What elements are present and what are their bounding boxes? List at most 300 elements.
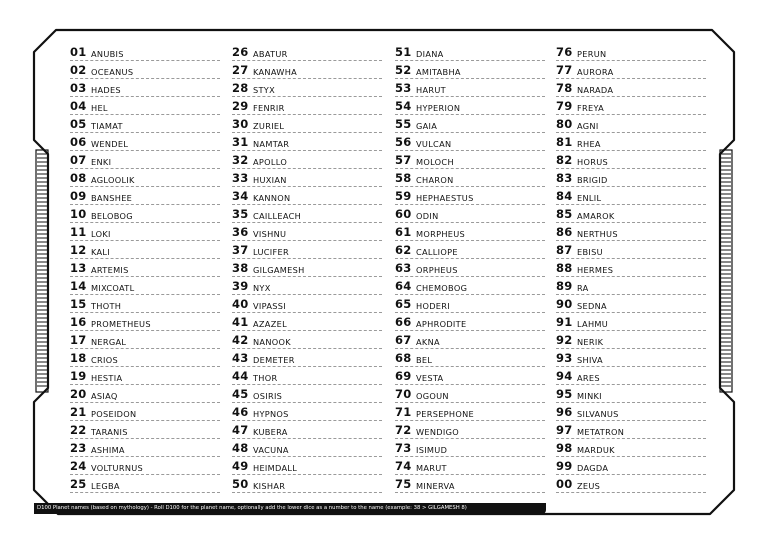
table-row xyxy=(70,223,220,241)
roll-number: 43 xyxy=(232,351,249,365)
roll-number: 37 xyxy=(232,243,249,257)
planet-name: HYPERION xyxy=(416,103,461,113)
planet-name: AGLOOLIK xyxy=(91,175,135,185)
roll-number: 85 xyxy=(556,207,573,221)
roll-number: 11 xyxy=(70,225,87,239)
table-row xyxy=(70,79,220,97)
planet-name: RHEA xyxy=(577,139,601,149)
roll-number: 99 xyxy=(556,459,573,473)
table-row xyxy=(395,61,545,79)
roll-number: 34 xyxy=(232,189,249,203)
planet-name: CHARON xyxy=(416,175,454,185)
table-row xyxy=(232,241,382,259)
planet-name: HEIMDALL xyxy=(253,463,298,473)
roll-number: 83 xyxy=(556,171,573,185)
planet-name: MOLOCH xyxy=(416,157,454,167)
roll-number: 63 xyxy=(395,261,412,275)
roll-number: 38 xyxy=(232,261,249,275)
roll-number: 10 xyxy=(70,207,87,221)
table-row xyxy=(70,331,220,349)
table-row xyxy=(556,133,706,151)
right-grille xyxy=(720,150,732,392)
planet-name: BEL xyxy=(416,355,433,365)
roll-number: 57 xyxy=(395,153,412,167)
planet-name: VIPASSI xyxy=(253,301,286,311)
table-row xyxy=(556,97,706,115)
roll-number: 60 xyxy=(395,207,412,221)
table-row xyxy=(556,205,706,223)
planet-name: GAIA xyxy=(416,121,438,131)
table-row xyxy=(70,313,220,331)
roll-number: 70 xyxy=(395,387,412,401)
roll-number: 05 xyxy=(70,117,87,131)
planet-name: AURORA xyxy=(577,67,614,77)
planet-name: MARDUK xyxy=(577,445,615,455)
planet-name: ASIAQ xyxy=(91,391,118,401)
table-row xyxy=(395,439,545,457)
table-row xyxy=(232,295,382,313)
column-3 xyxy=(395,43,545,493)
roll-number: 29 xyxy=(232,99,249,113)
planet-name: ZEUS xyxy=(577,481,601,491)
table-row xyxy=(70,457,220,475)
table-row xyxy=(70,277,220,295)
planet-name: AZAZEL xyxy=(253,319,287,329)
planet-name: WENDEL xyxy=(91,139,129,149)
roll-number: 65 xyxy=(395,297,412,311)
roll-number: 41 xyxy=(232,315,249,329)
planet-name: NYX xyxy=(253,283,271,293)
roll-number: 39 xyxy=(232,279,249,293)
table-row xyxy=(556,295,706,313)
planet-name: MORPHEUS xyxy=(416,229,466,239)
planet-name: CHEMOBOG xyxy=(416,283,468,293)
planet-name: ARTEMIS xyxy=(91,265,129,275)
roll-number: 13 xyxy=(70,261,87,275)
footer-caption: D100 Planet names (based on mythology) - Roll D100 for the planet name, optionally add the lower dice as a number to the name (example: 38 > GILGAMESH 8) xyxy=(37,505,467,511)
planet-name: NERGAL xyxy=(91,337,127,347)
roll-number: 21 xyxy=(70,405,87,419)
table-row xyxy=(556,79,706,97)
planet-name: AMAROK xyxy=(577,211,615,221)
planet-name: DEMETER xyxy=(253,355,295,365)
table-row xyxy=(70,241,220,259)
table-row xyxy=(232,61,382,79)
table-row xyxy=(395,259,545,277)
table-row xyxy=(556,187,706,205)
table-row xyxy=(70,439,220,457)
roll-number: 15 xyxy=(70,297,87,311)
planet-name: DIANA xyxy=(416,49,444,59)
roll-number: 28 xyxy=(232,81,249,95)
roll-number: 17 xyxy=(70,333,87,347)
table-row xyxy=(556,61,706,79)
table-row xyxy=(395,79,545,97)
planet-name: FENRIR xyxy=(253,103,285,113)
roll-number: 23 xyxy=(70,441,87,455)
planet-name: HYPNOS xyxy=(253,409,289,419)
roll-number: 75 xyxy=(395,477,412,491)
roll-number: 47 xyxy=(232,423,249,437)
table-row xyxy=(70,367,220,385)
table-row xyxy=(395,421,545,439)
roll-number: 59 xyxy=(395,189,412,203)
planet-name: POSEIDON xyxy=(91,409,137,419)
planet-name: ODIN xyxy=(416,211,439,221)
roll-number: 90 xyxy=(556,297,573,311)
planet-name: NANOOK xyxy=(253,337,291,347)
roll-number: 09 xyxy=(70,189,87,203)
planet-name: MINKI xyxy=(577,391,602,401)
planet-name: WENDIGO xyxy=(416,427,460,437)
table-row xyxy=(395,475,545,493)
table-row xyxy=(232,43,382,61)
table-row xyxy=(395,241,545,259)
roll-number: 69 xyxy=(395,369,412,383)
roll-number: 56 xyxy=(395,135,412,149)
table-row xyxy=(232,439,382,457)
roll-number: 46 xyxy=(232,405,249,419)
roll-number: 84 xyxy=(556,189,573,203)
table-row xyxy=(70,169,220,187)
roll-number: 76 xyxy=(556,45,573,59)
planet-name: CAILLEACH xyxy=(253,211,302,221)
column-1 xyxy=(70,43,220,493)
table-row xyxy=(395,385,545,403)
planet-name: HADES xyxy=(91,85,121,95)
planet-name: VOLTURNUS xyxy=(91,463,144,473)
table-row xyxy=(232,169,382,187)
roll-number: 19 xyxy=(70,369,87,383)
roll-number: 98 xyxy=(556,441,573,455)
table-row xyxy=(70,97,220,115)
roll-number: 12 xyxy=(70,243,87,257)
planet-name: LUCIFER xyxy=(253,247,289,257)
table-row xyxy=(70,349,220,367)
table-row xyxy=(232,79,382,97)
roll-number: 88 xyxy=(556,261,573,275)
table-row xyxy=(395,187,545,205)
planet-name: METATRON xyxy=(577,427,625,437)
roll-number: 40 xyxy=(232,297,249,311)
planet-name: HUXIAN xyxy=(253,175,287,185)
roll-number: 51 xyxy=(395,45,412,59)
planet-name: NERTHUS xyxy=(577,229,618,239)
planet-name: OGOUN xyxy=(416,391,449,401)
planet-name: HODERI xyxy=(416,301,450,311)
roll-number: 18 xyxy=(70,351,87,365)
table-row xyxy=(395,367,545,385)
roll-number: 82 xyxy=(556,153,573,167)
planet-name: OSIRIS xyxy=(253,391,283,401)
planet-name: GILGAMESH xyxy=(253,265,305,275)
planet-name: ASHIMA xyxy=(91,445,125,455)
table-row xyxy=(395,331,545,349)
planet-name: STYX xyxy=(253,85,276,95)
planet-name: ARES xyxy=(577,373,600,383)
roll-number: 74 xyxy=(395,459,412,473)
roll-number: 73 xyxy=(395,441,412,455)
table-row xyxy=(232,403,382,421)
table-row xyxy=(70,403,220,421)
planet-name: KUBERA xyxy=(253,427,288,437)
table-row xyxy=(232,259,382,277)
table-row xyxy=(70,421,220,439)
planet-name: HARUT xyxy=(416,85,446,95)
roll-number: 31 xyxy=(232,135,249,149)
roll-number: 89 xyxy=(556,279,573,293)
planet-name: KANNON xyxy=(253,193,291,203)
roll-number: 72 xyxy=(395,423,412,437)
planet-name: MIXCOATL xyxy=(91,283,135,293)
roll-number: 22 xyxy=(70,423,87,437)
table-row xyxy=(232,97,382,115)
table-row xyxy=(556,277,706,295)
planet-name: TIAMAT xyxy=(91,121,123,131)
roll-number: 58 xyxy=(395,171,412,185)
roll-number: 24 xyxy=(70,459,87,473)
roll-number: 96 xyxy=(556,405,573,419)
footer-caption-bar xyxy=(34,503,546,514)
table-row xyxy=(232,133,382,151)
roll-number: 42 xyxy=(232,333,249,347)
planet-name: NARADA xyxy=(577,85,614,95)
roll-number: 80 xyxy=(556,117,573,131)
column-4 xyxy=(556,43,706,493)
planet-name: HESTIA xyxy=(91,373,123,383)
roll-number: 67 xyxy=(395,333,412,347)
table-row xyxy=(70,259,220,277)
planet-name: PROMETHEUS xyxy=(91,319,151,329)
table-row xyxy=(556,115,706,133)
roll-number: 32 xyxy=(232,153,249,167)
planet-name: AGNI xyxy=(577,121,599,131)
roll-number: 92 xyxy=(556,333,573,347)
table-row xyxy=(232,349,382,367)
roll-number: 08 xyxy=(70,171,87,185)
roll-number: 06 xyxy=(70,135,87,149)
planet-name: AMITABHA xyxy=(416,67,461,77)
table-row xyxy=(556,439,706,457)
planet-name: ANUBIS xyxy=(91,49,124,59)
table-row xyxy=(556,349,706,367)
roll-number: 93 xyxy=(556,351,573,365)
table-row xyxy=(232,313,382,331)
planet-name: APOLLO xyxy=(253,157,288,167)
table-row xyxy=(70,187,220,205)
table-row xyxy=(556,241,706,259)
planet-name: CALLIOPE xyxy=(416,247,458,257)
roll-number: 94 xyxy=(556,369,573,383)
table-row xyxy=(556,475,706,493)
planet-name: SHIVA xyxy=(577,355,603,365)
planet-name: EBISU xyxy=(577,247,603,257)
roll-number: 79 xyxy=(556,99,573,113)
table-row xyxy=(395,223,545,241)
planet-name: SILVANUS xyxy=(577,409,619,419)
table-row xyxy=(70,43,220,61)
table-row xyxy=(232,331,382,349)
roll-number: 20 xyxy=(70,387,87,401)
table-row xyxy=(232,421,382,439)
planet-name: KALI xyxy=(91,247,111,257)
planet-name: ISIMUD xyxy=(416,445,448,455)
roll-number: 36 xyxy=(232,225,249,239)
roll-number: 48 xyxy=(232,441,249,455)
roll-number: 71 xyxy=(395,405,412,419)
planet-name: DAGDA xyxy=(577,463,609,473)
table-row xyxy=(232,475,382,493)
table-row xyxy=(395,277,545,295)
planet-name: AKNA xyxy=(416,337,440,347)
roll-number: 77 xyxy=(556,63,573,77)
roll-number: 97 xyxy=(556,423,573,437)
table-row xyxy=(556,223,706,241)
roll-number: 49 xyxy=(232,459,249,473)
roll-number: 07 xyxy=(70,153,87,167)
table-row xyxy=(232,223,382,241)
planet-name: VESTA xyxy=(416,373,444,383)
table-row xyxy=(395,133,545,151)
roll-number: 00 xyxy=(556,477,573,491)
roll-number: 50 xyxy=(232,477,249,491)
roll-number: 64 xyxy=(395,279,412,293)
roll-number: 68 xyxy=(395,351,412,365)
table-row xyxy=(232,385,382,403)
planet-name: TARANIS xyxy=(91,427,128,437)
planet-name: OCEANUS xyxy=(91,67,134,77)
table-row xyxy=(70,385,220,403)
planet-name: VISHNU xyxy=(253,229,287,239)
planet-name: NERIK xyxy=(577,337,604,347)
roll-number: 87 xyxy=(556,243,573,257)
table-row xyxy=(70,205,220,223)
roll-number: 66 xyxy=(395,315,412,329)
roll-number: 26 xyxy=(232,45,249,59)
roll-number: 45 xyxy=(232,387,249,401)
table-row xyxy=(70,475,220,493)
roll-number: 04 xyxy=(70,99,87,113)
table-row xyxy=(395,151,545,169)
table-row xyxy=(395,205,545,223)
roll-number: 86 xyxy=(556,225,573,239)
table-row xyxy=(395,43,545,61)
table-row xyxy=(395,169,545,187)
planet-name: BELOBOG xyxy=(91,211,133,221)
planet-name: ZURIEL xyxy=(253,121,285,131)
name-table xyxy=(70,43,710,493)
roll-number: 03 xyxy=(70,81,87,95)
planet-name: ABATUR xyxy=(253,49,288,59)
planet-name: LEGBA xyxy=(91,481,120,491)
table-row xyxy=(556,457,706,475)
planet-name: LOKI xyxy=(91,229,111,239)
planet-name: ENKI xyxy=(91,157,112,167)
table-row xyxy=(395,403,545,421)
table-row xyxy=(395,295,545,313)
roll-number: 55 xyxy=(395,117,412,131)
table-row xyxy=(232,115,382,133)
roll-number: 78 xyxy=(556,81,573,95)
roll-number: 44 xyxy=(232,369,249,383)
table-row xyxy=(556,259,706,277)
roll-number: 54 xyxy=(395,99,412,113)
roll-number: 35 xyxy=(232,207,249,221)
planet-name: APHRODITE xyxy=(416,319,467,329)
table-row xyxy=(232,277,382,295)
planet-name: NAMTAR xyxy=(253,139,290,149)
table-row xyxy=(232,367,382,385)
left-grille xyxy=(36,150,48,392)
planet-name: FREYA xyxy=(577,103,605,113)
roll-number: 30 xyxy=(232,117,249,131)
planet-name: THOR xyxy=(253,373,278,383)
planet-name: SEDNA xyxy=(577,301,607,311)
table-row xyxy=(395,115,545,133)
roll-number: 27 xyxy=(232,63,249,77)
roll-number: 33 xyxy=(232,171,249,185)
table-row xyxy=(70,295,220,313)
planet-name: HEPHAESTUS xyxy=(416,193,474,203)
table-row xyxy=(232,187,382,205)
planet-name: RA xyxy=(577,283,589,293)
roll-number: 02 xyxy=(70,63,87,77)
planet-name: ORPHEUS xyxy=(416,265,458,275)
planet-name: PERSEPHONE xyxy=(416,409,475,419)
table-row xyxy=(70,133,220,151)
table-row xyxy=(556,367,706,385)
planet-name: VULCAN xyxy=(416,139,452,149)
table-row xyxy=(232,205,382,223)
planet-name: HEL xyxy=(91,103,108,113)
table-row xyxy=(556,331,706,349)
planet-name: BRIGID xyxy=(577,175,608,185)
roll-number: 91 xyxy=(556,315,573,329)
planet-name: MINERVA xyxy=(416,481,455,491)
roll-number: 25 xyxy=(70,477,87,491)
table-row xyxy=(70,115,220,133)
roll-number: 61 xyxy=(395,225,412,239)
planet-name: PERUN xyxy=(577,49,607,59)
roll-number: 16 xyxy=(70,315,87,329)
roll-number: 62 xyxy=(395,243,412,257)
table-row xyxy=(232,151,382,169)
table-row xyxy=(556,403,706,421)
planet-name: THOTH xyxy=(91,301,122,311)
table-row xyxy=(556,421,706,439)
planet-name: HERMES xyxy=(577,265,614,275)
planet-name: HORUS xyxy=(577,157,608,167)
table-row xyxy=(395,97,545,115)
planet-name: LAHMU xyxy=(577,319,609,329)
roll-number: 53 xyxy=(395,81,412,95)
table-row xyxy=(556,151,706,169)
column-2 xyxy=(232,43,382,493)
table-row xyxy=(395,313,545,331)
planet-name: KISHAR xyxy=(253,481,286,491)
table-row xyxy=(70,61,220,79)
planet-name: VACUNA xyxy=(253,445,289,455)
planet-name: KANAWHA xyxy=(253,67,298,77)
planet-name: BANSHEE xyxy=(91,193,133,203)
planet-name: MARUT xyxy=(416,463,447,473)
roll-number: 81 xyxy=(556,135,573,149)
roll-number: 52 xyxy=(395,63,412,77)
table-row xyxy=(70,151,220,169)
table-row xyxy=(556,43,706,61)
roll-number: 14 xyxy=(70,279,87,293)
roll-number: 01 xyxy=(70,45,87,59)
